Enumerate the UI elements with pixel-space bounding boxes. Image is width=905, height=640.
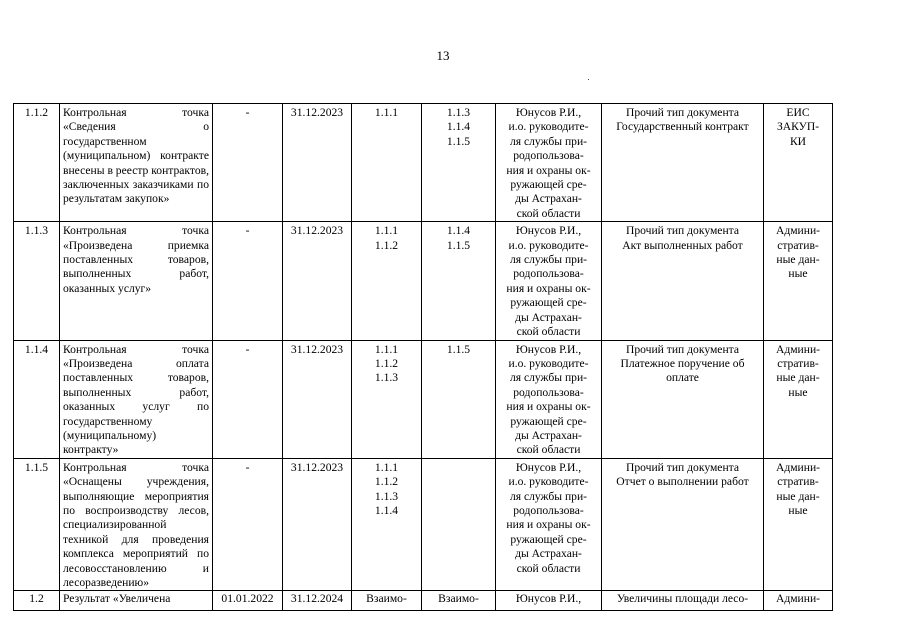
responsible-line: ской области xyxy=(516,206,581,220)
source-line: ные xyxy=(788,503,808,517)
row-name-cell xyxy=(60,340,213,458)
end-date: 31.12.2023 xyxy=(290,106,344,119)
table-row xyxy=(14,458,833,591)
document-line: Платежное поручение об xyxy=(620,356,745,370)
predecessor-code: 1.1.3 xyxy=(374,371,399,385)
responsible-line: ля службы при- xyxy=(509,134,588,148)
document-cell xyxy=(602,222,764,340)
responsible-line: ния и охраны ок- xyxy=(506,518,591,532)
plan-table xyxy=(13,103,833,611)
predecessor-code: 1.1.3 xyxy=(374,489,399,503)
predecessor-code: 1.1.1 xyxy=(374,106,399,119)
responsible-line: ружающей сре- xyxy=(510,178,587,192)
successors-cell xyxy=(422,591,496,611)
successors-cell xyxy=(422,222,496,340)
responsible-line: ружающей сре- xyxy=(510,414,587,428)
responsible-line: Юнусов Р.И., xyxy=(515,592,582,606)
source-line: КИ xyxy=(789,134,807,148)
source-cell xyxy=(764,591,833,611)
end-date-cell xyxy=(283,458,352,591)
row-number: 1.1.5 xyxy=(24,460,49,474)
responsible-line: ля службы при- xyxy=(509,253,588,267)
responsible-line: Юнусов Р.И., xyxy=(515,342,582,356)
document-line: Государственный контракт xyxy=(616,120,749,134)
source-line: ЕИС xyxy=(786,106,810,119)
predecessor-code: 1.1.4 xyxy=(374,503,399,517)
predecessor-code: 1.1.1 xyxy=(374,460,399,474)
document-cell xyxy=(602,458,764,591)
document-line: Прочий тип документа xyxy=(625,460,740,474)
document-cell xyxy=(602,591,764,611)
row-number-cell xyxy=(14,340,60,458)
responsible-cell xyxy=(496,104,602,222)
successor-code: 1.1.4 xyxy=(446,120,471,134)
document-cell xyxy=(602,340,764,458)
source-line: Админи- xyxy=(775,224,821,238)
start-date: - xyxy=(245,106,250,119)
document-line: оплате xyxy=(666,371,699,385)
successor-code: Взаимо- xyxy=(438,592,479,606)
row-number: 1.1.2 xyxy=(24,106,49,119)
responsible-cell xyxy=(496,591,602,611)
successor-code: 1.1.3 xyxy=(446,106,471,119)
row-number: 1.1.3 xyxy=(24,224,49,238)
table-row xyxy=(14,104,833,222)
end-date-cell xyxy=(283,104,352,222)
responsible-line: ской области xyxy=(516,325,581,339)
start-date: - xyxy=(245,460,250,474)
successors-cell xyxy=(422,340,496,458)
table-body xyxy=(14,104,833,611)
successors-cell xyxy=(422,104,496,222)
successor-code: 1.1.4 xyxy=(446,224,471,238)
row-number-cell xyxy=(14,104,60,222)
source-line: ные дан- xyxy=(776,371,820,385)
row-name: Результат «Увеличена xyxy=(63,592,171,606)
start-date: 01.01.2022 xyxy=(221,592,274,606)
source-cell xyxy=(764,458,833,591)
document-line: Прочий тип документа xyxy=(625,224,740,238)
source-line: ЗАКУП- xyxy=(776,120,820,134)
source-cell xyxy=(764,104,833,222)
document-cell xyxy=(602,104,764,222)
start-date: - xyxy=(245,342,250,356)
source-line: ные xyxy=(788,385,808,399)
predecessor-code: Взаимо- xyxy=(366,592,407,606)
responsible-line: ды Астрахан- xyxy=(515,192,582,206)
responsible-line: и.о. руководите- xyxy=(508,356,589,370)
successor-code: 1.1.5 xyxy=(446,342,471,356)
responsible-line: ды Астрахан- xyxy=(515,310,582,324)
responsible-line: родопользова- xyxy=(513,149,584,163)
start-date-cell xyxy=(213,340,283,458)
successors-cell xyxy=(422,458,496,591)
responsible-cell xyxy=(496,222,602,340)
predecessor-code: 1.1.2 xyxy=(374,238,399,252)
source-line: Админи- xyxy=(775,592,821,606)
row-name-cell xyxy=(60,104,213,222)
table-row xyxy=(14,591,833,611)
successor-code: 1.1.5 xyxy=(446,238,471,252)
responsible-line: и.о. руководите- xyxy=(508,475,589,489)
end-date: 31.12.2023 xyxy=(290,342,344,356)
row-name-cell xyxy=(60,222,213,340)
predecessor-code: 1.1.1 xyxy=(374,224,399,238)
predecessors-cell xyxy=(352,104,422,222)
document-line: Прочий тип документа xyxy=(625,342,740,356)
responsible-line: и.о. руководите- xyxy=(508,120,589,134)
document-line: Прочий тип документа xyxy=(625,106,740,119)
responsible-line: родопользова- xyxy=(513,385,584,399)
responsible-line: ния и охраны ок- xyxy=(506,163,591,177)
predecessor-code: 1.1.2 xyxy=(374,356,399,370)
scan-speck xyxy=(588,79,589,80)
responsible-line: ния и охраны ок- xyxy=(506,281,591,295)
start-date-cell xyxy=(213,458,283,591)
source-line: стратив- xyxy=(777,238,819,252)
start-date-cell xyxy=(213,104,283,222)
source-cell xyxy=(764,222,833,340)
start-date-cell xyxy=(213,222,283,340)
source-line: Админи- xyxy=(775,460,821,474)
row-number-cell xyxy=(14,222,60,340)
predecessors-cell xyxy=(352,340,422,458)
predecessor-code: 1.1.1 xyxy=(374,342,399,356)
source-line: Админи- xyxy=(775,342,821,356)
end-date-cell xyxy=(283,340,352,458)
row-name-cell xyxy=(60,458,213,591)
responsible-line: ской области xyxy=(516,561,581,575)
end-date: 31.12.2023 xyxy=(290,224,344,238)
responsible-line: ской области xyxy=(516,443,581,457)
responsible-line: Юнусов Р.И., xyxy=(515,224,582,238)
end-date-cell xyxy=(283,591,352,611)
row-number: 1.2 xyxy=(29,592,44,606)
responsible-line: Юнусов Р.И., xyxy=(515,106,582,119)
responsible-line: родопользова- xyxy=(513,267,584,281)
responsible-cell xyxy=(496,458,602,591)
table-row xyxy=(14,340,833,458)
start-date: - xyxy=(245,224,250,238)
document-line: Отчет о выполнении работ xyxy=(616,475,749,489)
source-line: ные дан- xyxy=(776,489,820,503)
responsible-cell xyxy=(496,340,602,458)
source-line: ные дан- xyxy=(776,253,820,267)
source-line: стратив- xyxy=(777,356,819,370)
responsible-line: ружающей сре- xyxy=(510,296,587,310)
responsible-line: и.о. руководите- xyxy=(508,238,589,252)
responsible-line: ля службы при- xyxy=(509,371,588,385)
table-row xyxy=(14,222,833,340)
row-name-cell xyxy=(60,591,213,611)
start-date-cell xyxy=(213,591,283,611)
predecessors-cell xyxy=(352,458,422,591)
source-line: стратив- xyxy=(777,475,819,489)
predecessor-code: 1.1.2 xyxy=(374,475,399,489)
responsible-line: Юнусов Р.И., xyxy=(515,460,582,474)
successor-code: 1.1.5 xyxy=(446,134,471,148)
row-number: 1.1.4 xyxy=(24,342,49,356)
source-cell xyxy=(764,340,833,458)
end-date: 31.12.2023 xyxy=(290,460,344,474)
responsible-line: ружающей сре- xyxy=(510,532,587,546)
row-number-cell xyxy=(14,591,60,611)
predecessors-cell xyxy=(352,222,422,340)
responsible-line: ния и охраны ок- xyxy=(506,400,591,414)
end-date-cell xyxy=(283,222,352,340)
row-name: Контрольная точка «Сведения о государственном (муниципальном) контракте внесены в реестр контрактов, заключенных заказчиками по результатам закупок» xyxy=(63,106,209,206)
predecessors-cell xyxy=(352,591,422,611)
responsible-line: родопользова- xyxy=(513,503,584,517)
responsible-line: ды Астрахан- xyxy=(515,547,582,561)
row-number-cell xyxy=(14,458,60,591)
document-line: Акт выполненных работ xyxy=(622,238,743,252)
row-name: Контрольная точка «Произведена приемка поставленных товаров, выполненных работ, оказанных услуг» xyxy=(63,224,209,295)
responsible-line: ды Астрахан- xyxy=(515,428,582,442)
document-line: Увеличины площади лесо- xyxy=(616,592,749,606)
page-number: 13 xyxy=(436,48,450,63)
row-name: Контрольная точка «Произведена оплата поставленных товаров, выполненных работ, оказанных услуг по государственному (муниципальному) контракту» xyxy=(63,342,209,457)
source-line: ные xyxy=(788,267,808,281)
row-name: Контрольная точка «Оснащены учреждения, выполняющие мероприятия по воспроизводству лесов, специализированной техникой для проведения комплекса мероприятий по лесовосстановлению и лесоразведению» xyxy=(63,460,209,589)
end-date: 31.12.2024 xyxy=(290,592,344,606)
responsible-line: ля службы при- xyxy=(509,489,588,503)
